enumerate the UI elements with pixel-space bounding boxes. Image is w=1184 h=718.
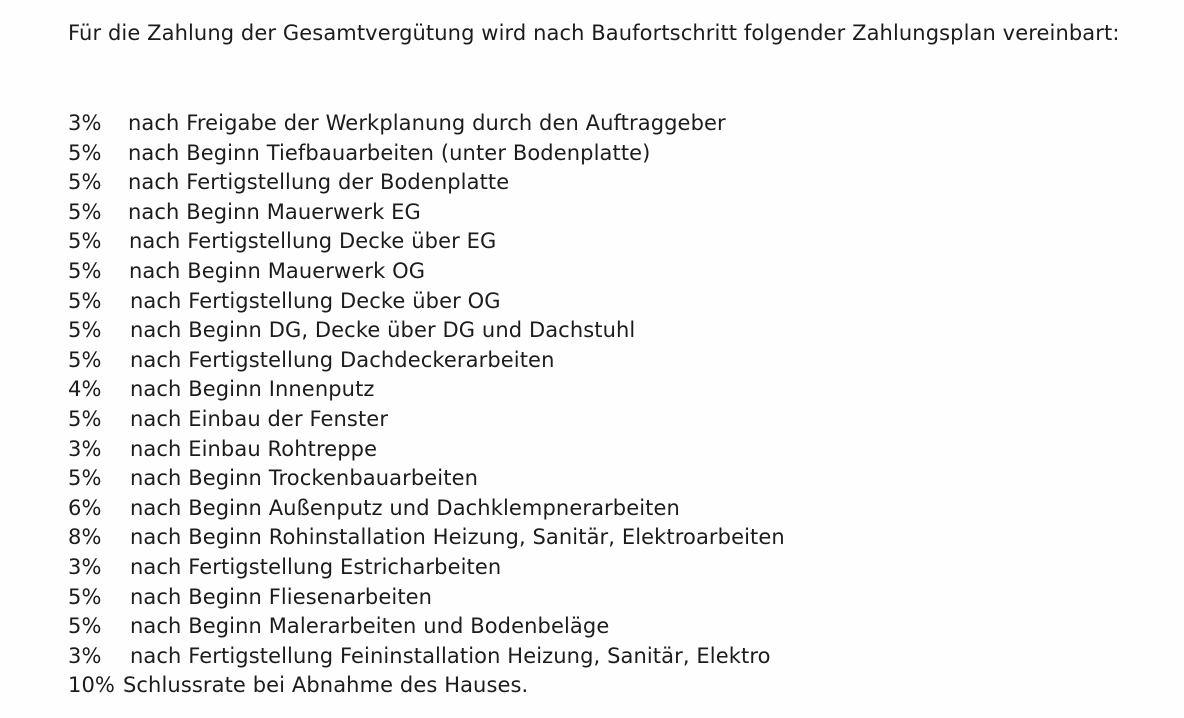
plan-percent: 5% (68, 288, 102, 313)
plan-row (68, 553, 1148, 583)
plan-row (68, 287, 1148, 317)
plan-description: nach Beginn Innenputz (130, 377, 375, 402)
plan-percent: 8% (68, 525, 102, 550)
plan-row-final (68, 671, 1148, 701)
plan-percent: 3% (68, 436, 102, 461)
plan-row (68, 316, 1148, 346)
plan-row (68, 168, 1148, 198)
plan-percent: 3% (68, 554, 102, 579)
plan-description: nach Einbau der Fenster (130, 406, 389, 431)
plan-row (68, 523, 1148, 553)
plan-description: nach Fertigstellung Estricharbeiten (130, 554, 502, 579)
plan-percent: 10% (68, 673, 115, 698)
plan-percent: 5% (68, 229, 102, 254)
plan-description: nach Beginn Malerarbeiten und Bodenbeläge (130, 614, 610, 639)
plan-description: nach Beginn Mauerwerk EG (128, 199, 421, 224)
plan-percent: 5% (68, 258, 102, 283)
plan-row (68, 109, 1148, 139)
plan-row (68, 227, 1148, 257)
plan-percent: 5% (68, 466, 102, 491)
plan-percent: 5% (68, 584, 102, 609)
plan-description: nach Fertigstellung Dachdeckerarbeiten (130, 347, 555, 372)
plan-percent: 5% (68, 614, 102, 639)
plan-row (68, 257, 1148, 287)
plan-percent: 5% (68, 347, 102, 372)
plan-description: nach Einbau Rohtreppe (130, 436, 378, 461)
plan-percent: 5% (68, 406, 102, 431)
plan-description: nach Beginn DG, Decke über DG und Dachstuhl (130, 318, 636, 343)
plan-percent: 5% (68, 140, 102, 165)
plan-percent: 3% (68, 111, 102, 135)
plan-percent: 4% (68, 377, 102, 402)
plan-row (68, 642, 1148, 672)
plan-percent: 6% (68, 495, 102, 520)
plan-percent: 5% (68, 318, 102, 343)
plan-row (68, 405, 1148, 435)
plan-description: nach Beginn Trockenbauarbeiten (130, 466, 479, 491)
plan-row (68, 139, 1148, 169)
plan-row (68, 612, 1148, 642)
plan-row (68, 198, 1148, 228)
plan-percent: 5% (68, 170, 102, 195)
plan-description: nach Fertigstellung Decke über OG (130, 288, 501, 313)
plan-percent: 5% (68, 199, 102, 224)
intro-paragraph: Für die Zahlung der Gesamtvergütung wird nach Baufortschritt folgender Zahlungsplan vereinbart: (68, 21, 1120, 45)
plan-description: Schlussrate bei Abnahme des Hauses. (122, 673, 529, 698)
plan-description: nach Beginn Fliesenarbeiten (130, 584, 433, 609)
plan-percent: 3% (68, 643, 102, 668)
plan-description: nach Freigabe der Werkplanung durch den Auftraggeber (128, 111, 726, 135)
plan-description: nach Fertigstellung der Bodenplatte (128, 170, 510, 195)
plan-description: nach Beginn Mauerwerk OG (129, 258, 426, 283)
plan-row (68, 583, 1148, 613)
plan-description: nach Beginn Rohinstallation Heizung, Sanitär, Elektroarbeiten (130, 525, 785, 550)
plan-row (68, 346, 1148, 376)
plan-row (68, 375, 1148, 405)
plan-description: nach Fertigstellung Decke über EG (129, 229, 497, 254)
payment-plan-list (68, 109, 1148, 701)
plan-row (68, 435, 1148, 465)
plan-description: nach Fertigstellung Feininstallation Heizung, Sanitär, Elektro (130, 643, 771, 668)
plan-row (68, 464, 1148, 494)
plan-description: nach Beginn Außenputz und Dachklempnerarbeiten (130, 495, 680, 520)
plan-description: nach Beginn Tiefbauarbeiten (unter Bodenplatte) (128, 140, 651, 165)
plan-row (68, 494, 1148, 524)
